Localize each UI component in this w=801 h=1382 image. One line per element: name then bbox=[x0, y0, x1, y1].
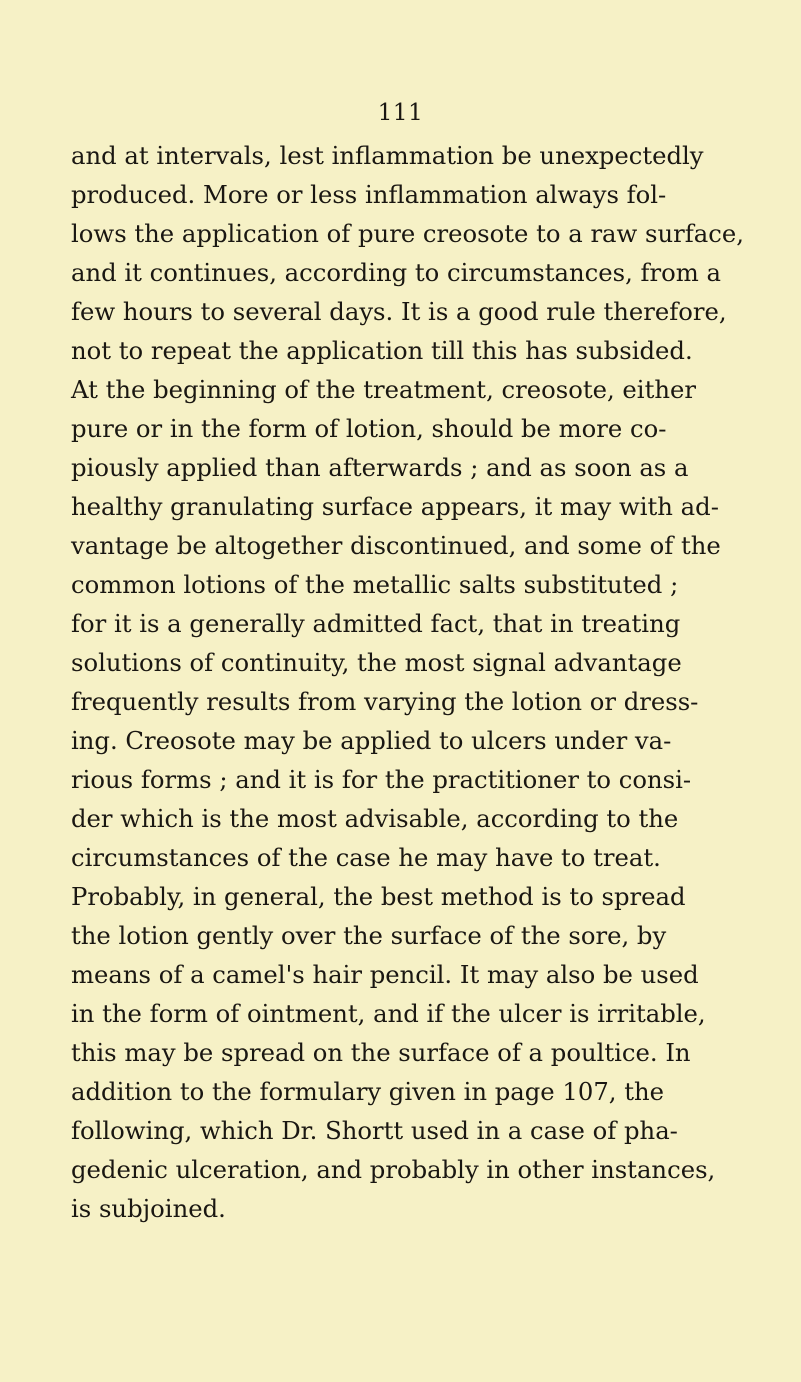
text-line: for it is a generally admitted fact, that in treating bbox=[71, 609, 681, 638]
text-line: lows the application of pure creosote to a raw surface, bbox=[71, 219, 744, 248]
text-line: solutions of continuity, the most signal advantage bbox=[71, 648, 682, 677]
text-line: the lotion gently over the surface of the sore, by bbox=[71, 921, 667, 950]
text-line: At the beginning of the treatment, creosote, either bbox=[71, 375, 696, 404]
text-line: following, which Dr. Shortt used in a case of pha- bbox=[71, 1116, 678, 1145]
text-line: pure or in the form of lotion, should be more co- bbox=[71, 414, 667, 443]
text-line: and it continues, according to circumstances, from a bbox=[71, 258, 722, 287]
text-line: der which is the most advisable, according to the bbox=[71, 804, 679, 833]
text-line: this may be spread on the surface of a poultice. In bbox=[71, 1038, 691, 1067]
text-line: piously applied than afterwards ; and as soon as a bbox=[71, 453, 689, 482]
text-line: gedenic ulceration, and probably in other instances, bbox=[71, 1155, 716, 1184]
text-line: vantage be altogether discontinued, and some of the bbox=[71, 531, 721, 560]
text-line: frequently results from varying the lotion or dress- bbox=[71, 687, 699, 716]
text-line: common lotions of the metallic salts substituted ; bbox=[71, 570, 679, 599]
text-line: in the form of ointment, and if the ulcer is irritable, bbox=[71, 999, 706, 1028]
text-line: not to repeat the application till this has subsided. bbox=[71, 336, 693, 365]
text-line: addition to the formulary given in page 107, the bbox=[71, 1077, 665, 1106]
text-line: and at intervals, lest inflammation be unexpectedly bbox=[71, 141, 704, 170]
body-text bbox=[71, 136, 801, 1228]
text-line: healthy granulating surface appears, it may with ad- bbox=[71, 492, 719, 521]
text-line: produced. More or less inflammation always fol- bbox=[71, 180, 667, 209]
text-line: rious forms ; and it is for the practitioner to consi- bbox=[71, 765, 692, 794]
page-number: 111 bbox=[377, 100, 424, 126]
text-line: Probably, in general, the best method is to spread bbox=[71, 882, 686, 911]
text-line: means of a camel's hair pencil. It may also be used bbox=[71, 960, 699, 989]
text-line: few hours to several days. It is a good rule therefore, bbox=[71, 297, 727, 326]
text-line: ing. Creosote may be applied to ulcers under va- bbox=[71, 726, 672, 755]
text-line: circumstances of the case he may have to treat. bbox=[71, 843, 661, 872]
text-line: is subjoined. bbox=[71, 1194, 226, 1223]
